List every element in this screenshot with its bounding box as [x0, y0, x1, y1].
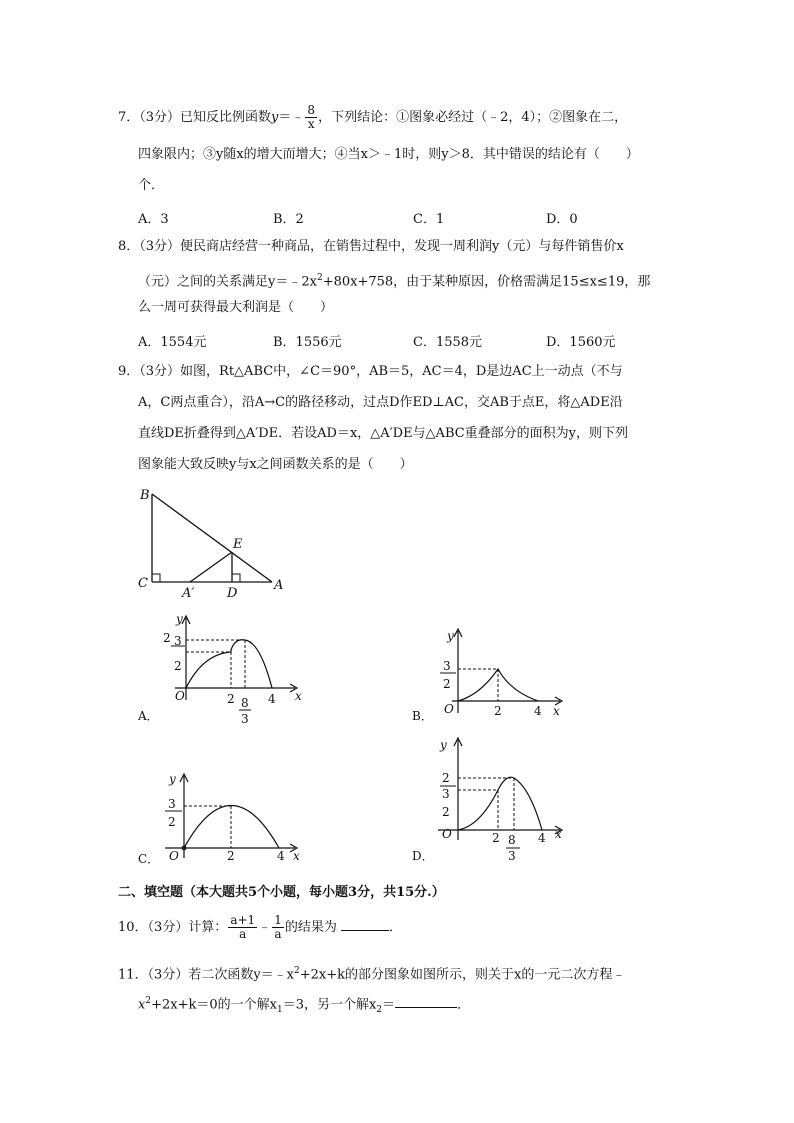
q8-option-b: B．1556元 — [273, 335, 342, 350]
label-c: C — [138, 576, 148, 591]
graph-a-ytick-1: 2 — [163, 631, 171, 645]
q11-line-1b: +2x+k的部分图象如图所示，则关于x的一元二次方程﹣ — [299, 967, 626, 983]
graph-a-xtick-3: 3 — [241, 712, 249, 726]
triangle-figure — [130, 482, 300, 602]
q9-line-4: 图象能大致反映y与x之间函数关系的是（ ） — [138, 457, 413, 472]
q11-sub-2: 2 — [376, 1004, 383, 1015]
q8-line-2a: （元）之间的关系满足y＝﹣2x — [138, 274, 317, 290]
q7-option-d: D．0 — [546, 212, 578, 227]
segment-a-prime-e — [190, 552, 232, 582]
label-b: B — [140, 488, 150, 503]
graph-d-curve — [458, 777, 542, 830]
graph-d-xtick-1: 2 — [492, 831, 500, 845]
graph-b-ytick-2: 2 — [443, 677, 451, 691]
graph-a-x-label: x — [295, 689, 302, 703]
graph-c-xtick-1: 2 — [227, 849, 235, 863]
graph-a-origin: O — [175, 689, 185, 703]
graph-b-xtick-1: 2 — [494, 704, 502, 718]
q9-line-2: A，C两点重合），沿A→C的路径移动，过点D作ED⊥AC，交AB于点E，将△ADE沿 — [138, 395, 623, 410]
q7-var-y: y — [271, 110, 279, 125]
q11-sup-2: 2 — [145, 996, 152, 1006]
graph-d-ytick-1: 2 — [442, 771, 450, 785]
q7-lead: 7．（3分）已知反比例函数 — [118, 110, 272, 125]
q11-line-2c: ＝3，另一个解x — [282, 997, 377, 1013]
label-e: E — [233, 537, 243, 552]
q9-line-3: 直线DE折叠得到△A′DE．若设AD＝x，△A′DE与△ABC重叠部分的面积为y，则下列 — [138, 426, 629, 441]
q9-line-1: 9．（3分）如图，Rt△ABC中，∠C＝90°，AB＝5，AC＝4，D是边AC上一动点（不与 — [118, 364, 623, 379]
graph-a — [135, 612, 315, 727]
q7-eq: ＝﹣ — [278, 110, 305, 125]
q10-answer-blank[interactable] — [341, 918, 389, 931]
q11-sub-1: 1 — [276, 1004, 283, 1015]
label-d: D — [227, 586, 238, 601]
graph-d-xtick-4: 4 — [538, 831, 546, 845]
q11-sup-1: 2 — [294, 966, 300, 976]
q11-end: ． — [457, 997, 471, 1013]
label-a-prime: A′ — [182, 586, 195, 601]
section-2-title: 二、填空题（本大题共5个小题，每小题3分，共15分.） — [118, 885, 445, 900]
q10-fraction-1 — [228, 914, 257, 941]
right-angle-mark-d — [232, 574, 240, 582]
graph-c-xtick-2: 4 — [277, 849, 285, 863]
q11-line-1 — [118, 963, 625, 983]
graph-a-option-label: A． — [138, 709, 159, 723]
graph-d-ytick-2: 3 — [442, 787, 450, 801]
q7-line-2: 四象限内；③y随x的增大而增大；④当x＞﹣1时，则y＞8．其中错误的结论有（ ） — [138, 147, 639, 162]
q7-fraction — [305, 104, 317, 131]
q8-option-c: C．1558元 — [413, 335, 483, 350]
q11-line-2 — [138, 993, 470, 1018]
q10-end: ． — [388, 920, 402, 935]
q10-frac1-den: a — [239, 927, 247, 941]
q11-line-1a: 11．（3分）若二次函数y＝﹣x — [118, 967, 294, 983]
q7-line-3: 个． — [138, 178, 165, 193]
graph-b-ytick-1: 3 — [443, 659, 451, 673]
q11-line-2d: ＝ — [382, 997, 396, 1013]
graph-b-xtick-2: 4 — [534, 704, 542, 718]
q8-line-2b: +80x+758，由于某种原因，价格需满足15≤x≤19，那 — [322, 274, 651, 290]
q10-frac2-den: a — [274, 927, 282, 941]
q10-frac2-num: 1 — [274, 913, 282, 927]
q8-option-a: A．1554元 — [138, 335, 207, 350]
graph-c-origin: O — [169, 849, 179, 863]
q7-frac-num: 8 — [307, 103, 316, 117]
graph-d-xtick-3: 3 — [508, 849, 516, 863]
graph-d — [410, 734, 590, 864]
q7-option-a: A．3 — [138, 212, 169, 227]
side-ab — [152, 494, 272, 582]
graph-a-xtick-4: 4 — [268, 692, 276, 706]
q11-var-x: x — [138, 997, 146, 1013]
q8-option-d: D．1560元 — [546, 335, 616, 350]
q10-fraction-2 — [272, 914, 284, 941]
graph-d-ytick-3: 2 — [442, 805, 450, 819]
graph-d-option-label: D． — [412, 849, 434, 863]
label-a: A — [274, 578, 284, 593]
graph-d-xtick-2: 8 — [508, 833, 516, 847]
graph-c — [135, 768, 315, 868]
graph-d-origin: O — [442, 827, 452, 841]
q7-option-b: B．2 — [273, 212, 304, 227]
q8-line-2 — [138, 270, 650, 290]
graph-b-option-label: B． — [412, 709, 433, 723]
graph-c-ytick-1: 3 — [168, 797, 176, 811]
graph-b-y-label: y — [447, 629, 454, 643]
q10-lead: 10．（3分）计算： — [118, 920, 228, 935]
q10-frac1-num: a+1 — [230, 913, 256, 927]
q7-tail: ，下列结论：①图象必经过（﹣2，4）；②图象在二， — [318, 110, 628, 125]
graph-c-x-label: x — [293, 849, 300, 863]
q10-tail: 的结果为 — [284, 920, 337, 935]
graph-b-origin: O — [444, 702, 454, 716]
graph-a-curve — [186, 640, 272, 688]
graph-b — [410, 625, 590, 725]
q7-frac-den: x — [307, 117, 315, 131]
graph-a-ytick-3: 2 — [174, 659, 182, 673]
graph-c-y-label: y — [169, 772, 176, 786]
graph-d-y-label: y — [440, 738, 447, 752]
graph-a-xtick-1: 2 — [227, 692, 235, 706]
q7-option-c: C．1 — [413, 212, 445, 227]
q8-line-1: 8．（3分）便民商店经营一种商品，在销售过程中，发现一周利润y（元）与每件销售价x — [118, 239, 624, 254]
q8-line-3: 么一周可获得最大利润是（ ） — [138, 300, 334, 315]
graph-a-y-label: y — [176, 612, 183, 626]
graph-d-x-label: x — [555, 827, 562, 841]
q11-answer-blank[interactable] — [395, 995, 457, 1008]
graph-c-ytick-2: 2 — [168, 815, 176, 829]
graph-c-option-label: C． — [138, 852, 160, 866]
q10-minus: ﹣ — [258, 920, 272, 935]
graph-a-xtick-2: 8 — [241, 696, 249, 710]
q10-line — [118, 914, 402, 941]
right-angle-mark-c — [152, 574, 160, 582]
q7-line-1 — [118, 104, 627, 131]
graph-b-x-label: x — [553, 704, 560, 718]
q8-sup: 2 — [316, 273, 323, 283]
graph-a-ytick-2: 3 — [174, 634, 182, 648]
q11-line-2b: +2x+k＝0的一个解x — [151, 997, 277, 1013]
